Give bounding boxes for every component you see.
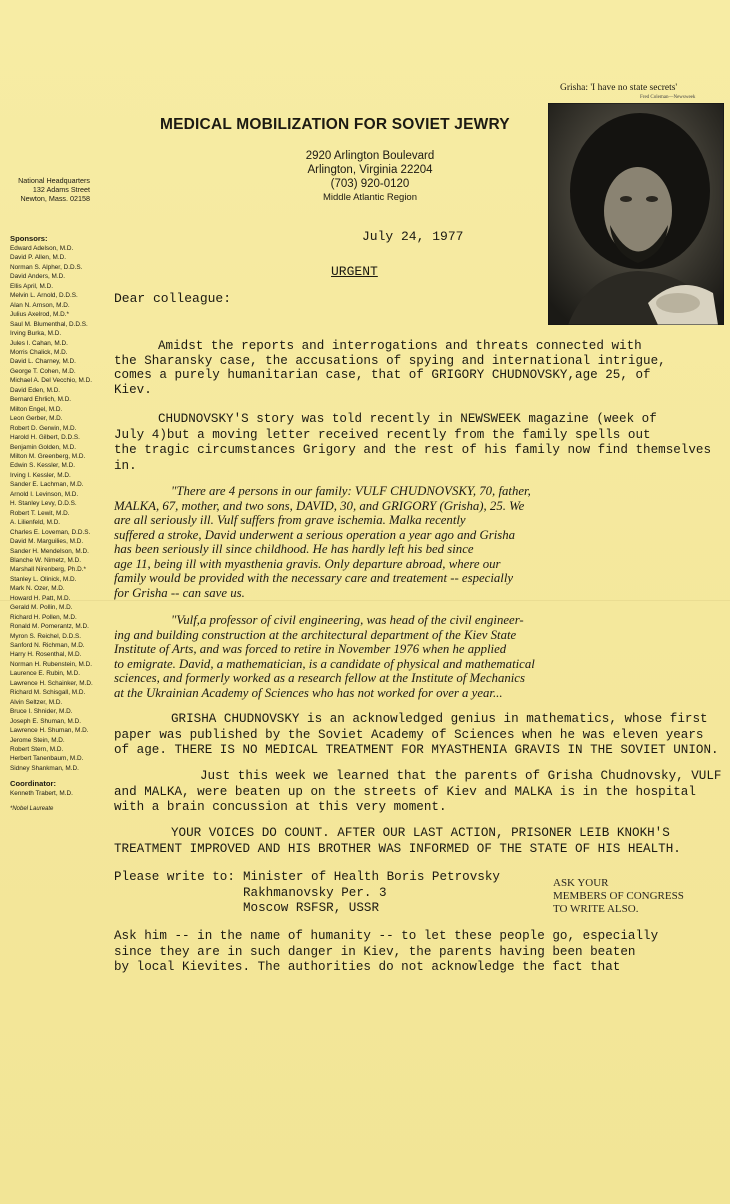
sponsor-name: Richard H. Pollen, M.D. (10, 613, 77, 621)
sponsors-heading: Sponsors: (10, 234, 48, 243)
sponsor-name: Robert Stern, M.D. (10, 746, 64, 754)
handwritten-line: MEMBERS OF CONGRESS (553, 890, 684, 902)
sponsor-name: Ellis April, M.D. (10, 282, 53, 290)
sponsor-name: Norman H. Rubenstein, M.D. (10, 660, 93, 668)
text-line: are all seriously ill. Vulf suffers from grave ischemia. Malka recently (114, 513, 466, 527)
text-line: Amidst the reports and interrogations and threats connected with (158, 339, 642, 353)
sponsor-name: Sanford N. Richman, M.D. (10, 642, 85, 650)
sponsor-name: Sander E. Lachman, M.D. (10, 481, 84, 489)
text-line: at the Ukrainian Academy of Sciences who has not worked for over a year... (114, 685, 503, 700)
text-line: in. (114, 458, 137, 473)
sponsor-name: Lawrence H. Schainker, M.D. (10, 679, 93, 687)
handwritten-note (553, 877, 684, 916)
sponsor-name: H. Stanley Levy, D.D.S. (10, 500, 77, 508)
photo-credit: Fred Coleman—Newsweek (640, 95, 696, 100)
family-quote-2 (114, 613, 535, 700)
text-line: with a brain concussion at this very moment. (114, 800, 447, 814)
sponsor-name: Bernard Ehrlich, M.D. (10, 396, 72, 404)
paragraph-5 (114, 826, 681, 857)
urgent-label: URGENT (331, 264, 378, 279)
sponsors-list (10, 234, 110, 814)
fold-crease (0, 600, 730, 601)
sponsor-name: Leon Gerber, M.D. (10, 415, 63, 423)
text-line: age 11, being ill with myasthenia gravis. Only departure abroad, where our (114, 556, 501, 571)
sponsor-name: Sander H. Mendelson, M.D. (10, 547, 89, 555)
sponsor-name: Michael A. Del Vecchio, M.D. (10, 377, 93, 385)
sponsor-name: David Eden, M.D. (10, 386, 61, 394)
sponsor-name: David Anders, M.D. (10, 273, 66, 281)
text-line: Institute of Arts, and was forced to retire in November 1976 when he applied (114, 642, 507, 656)
text-line: the tragic circumstances Grigory and the rest of his family now find themselves (114, 443, 712, 457)
handwritten-line: TO WRITE ALSO. (553, 903, 639, 915)
text-line: "There are 4 persons in our family: VULF CHUDNOVSKY, 70, father, (171, 484, 531, 498)
recipient-address (243, 870, 500, 917)
sponsor-name: Irving I. Kessler, M.D. (10, 471, 71, 479)
sponsor-name: Alan N. Arnson, M.D. (10, 301, 70, 309)
paragraph-3 (114, 712, 719, 759)
text-line: of age. THERE IS NO MEDICAL TREATMENT FOR MYASTHENIA GRAVIS IN THE SOVIET UNION. (114, 743, 719, 757)
text-line: Ask him -- in the name of humanity -- to let these people go, especially (114, 929, 659, 943)
hq-line: National Headquarters (18, 176, 90, 185)
paragraph-1 (114, 339, 666, 397)
sponsor-name: Milton Engel, M.D. (10, 405, 63, 413)
text-line: has been seriously ill since childhood. He has hardly left his bed since (114, 542, 474, 556)
sponsor-name: Gerald M. Pollin, M.D. (10, 604, 73, 612)
sponsor-name: Bruce I. Shnider, M.D. (10, 708, 73, 716)
text-line: CHUDNOVSKY'S story was told recently in NEWSWEEK magazine (week of (158, 412, 657, 426)
sponsor-name: Harold H. Gilbert, D.D.S. (10, 434, 80, 442)
text-line: sciences, and formerly worked as a research fellow at the Institute of Mechanics (114, 671, 525, 685)
text-line: MALKA, 67, mother, and two sons, DAVID, 30, and GRIGORY (Grisha), 25. We (114, 498, 525, 513)
sponsor-name: Edward Adelson, M.D. (10, 245, 74, 252)
text-line: GRISHA CHUDNOVSKY is an acknowledged genius in mathematics, whose first (171, 712, 708, 726)
headquarters-address (6, 176, 90, 203)
letterhead-region: Middle Atlantic Region (323, 192, 417, 203)
recipient-line: Minister of Health Boris Petrovsky (243, 870, 500, 884)
sponsor-name: Myron S. Reichel, D.D.S. (10, 632, 82, 640)
text-line: family would be provided with the necessary care and treatement -- especially (114, 571, 514, 585)
sponsor-name: Arnold I. Levinson, M.D. (10, 490, 79, 498)
portrait-photo-graphic (548, 103, 724, 325)
sponsor-name: Charles E. Loveman, D.D.S. (10, 528, 91, 536)
text-line: by local Kievites. The authorities do not acknowledge the fact that (114, 960, 621, 974)
family-quote-1 (114, 484, 531, 600)
text-line: and MALKA, were beaten up on the streets of Kiev and MALKA is in the hospital (114, 784, 696, 799)
text-line: since they are in such danger in Kiev, the parents having been beaten (114, 944, 636, 959)
sponsor-name: David M. Marguilies, M.D. (10, 538, 84, 546)
sponsor-name: Jules I. Cahan, M.D. (10, 339, 68, 347)
salutation: Dear colleague: (114, 291, 232, 306)
sponsor-name: Saul M. Blumenthal, D.D.S. (10, 320, 88, 328)
sponsor-name: Stanley L. Olinick, M.D. (10, 575, 77, 583)
sponsor-name: Jerome Stein, M.D. (10, 736, 65, 744)
letterhead-title: MEDICAL MOBILIZATION FOR SOVIET JEWRY (160, 116, 510, 133)
recipient-line: Moscow RSFSR, USSR (243, 901, 380, 915)
sponsor-name: Alvin Seltzer, M.D. (10, 698, 63, 706)
sponsor-name: Richard M. Schisgall, M.D. (10, 689, 86, 697)
sponsor-name: Herbert Tanenbaum, M.D. (10, 755, 84, 763)
text-line: Just this week we learned that the parents of Grisha Chudnovsky, VULF (200, 769, 722, 783)
letterhead-address-line: 2920 Arlington Boulevard (305, 150, 435, 162)
letterhead-address-line: Arlington, Virginia 22204 (307, 164, 433, 176)
text-line: the Sharansky case, the accusations of spying and international intrigue, (114, 353, 666, 368)
sponsor-name: Milton M. Greenberg, M.D. (10, 452, 86, 460)
sponsor-name: A. Lilienfeld, M.D. (10, 519, 61, 527)
coordinator-heading: Coordinator: (10, 779, 56, 789)
sponsor-name: Robert D. Gerwin, M.D. (10, 424, 77, 432)
text-line: July 4)but a moving letter received recently from the family spells out (114, 427, 651, 442)
text-line: ing and building construction at the architectural department of the Kiev State (114, 627, 517, 642)
hq-line: Newton, Mass. 02158 (20, 194, 90, 203)
sponsor-name: Howard H. Patt, M.D. (10, 594, 71, 602)
recipient-line: Rakhmanovsky Per. 3 (243, 885, 387, 900)
sponsor-name: David L. Charney, M.D. (10, 358, 76, 366)
handwritten-line: ASK YOUR (553, 877, 609, 889)
sponsor-name: Julius Axelrod, M.D.* (10, 311, 69, 319)
sponsor-names (10, 244, 110, 773)
sponsor-name: Robert T. Lewit, M.D. (10, 509, 70, 517)
hq-line: 132 Adams Street (32, 185, 90, 194)
text-line: YOUR VOICES DO COUNT. AFTER OUR LAST ACTION, PRISONER LEIB KNOKH'S (171, 826, 670, 840)
sponsor-name: Irving Burka, M.D. (10, 330, 62, 338)
text-line: comes a purely humanitarian case, that of GRIGORY CHUDNOVSKY,age 25, of (114, 368, 651, 382)
sponsor-name: Benjamin Golden, M.D. (10, 443, 77, 451)
sponsor-name: Morris Chalick, M.D. (10, 348, 68, 356)
nobel-footnote: *Nobel Laureate (10, 805, 54, 812)
text-line: "Vulf,a professor of civil engineering, was head of the civil engineer- (171, 613, 524, 627)
sponsor-name: Marshall Nirenberg, Ph.D.* (10, 566, 87, 574)
text-line: Kiev. (114, 382, 152, 397)
sponsor-name: Lawrence H. Shuman, M.D. (10, 727, 89, 735)
text-line: to emigrate. David, a mathematician, is a candidate of physical and mathematical (114, 656, 535, 671)
sponsor-name: George T. Cohen, M.D. (10, 367, 76, 375)
sponsor-name: Joseph E. Shuman, M.D. (10, 717, 82, 725)
letter-date: July 24, 1977 (362, 229, 464, 244)
text-line: paper was published by the Soviet Academy of Sciences when he was eleven years (114, 727, 704, 742)
letterhead-phone: (703) 920-0120 (330, 178, 410, 190)
sponsor-name: Edwin S. Kessler, M.D. (10, 462, 75, 470)
sponsor-name: Harry H. Rosenthal, M.D. (10, 651, 82, 659)
coordinator-name: Kenneth Trabert, M.D. (10, 790, 73, 798)
sponsor-name: Norman S. Alpher, D.D.S. (10, 263, 83, 271)
sponsor-name: Mark N. Ozer, M.D. (10, 585, 65, 593)
text-line: TREATMENT IMPROVED AND HIS BROTHER WAS INFORMED OF THE STATE OF HIS HEALTH. (114, 841, 681, 856)
sponsor-name: David P. Allen, M.D. (10, 254, 67, 262)
paragraph-4 (114, 769, 721, 816)
text-line: suffered a stroke, David underwent a serious operation a year ago and Grisha (114, 527, 516, 542)
text-line: for Grisha -- can save us. (114, 585, 245, 600)
sponsor-name: Melvin L. Arnold, D.D.S. (10, 292, 78, 300)
sponsor-name: Ronald M. Pomerantz, M.D. (10, 623, 89, 631)
paragraph-2 (114, 412, 711, 474)
portrait-photo (548, 103, 724, 325)
photo-caption: Grisha: 'I have no state secrets' (560, 83, 678, 93)
sponsor-name: Laurence E. Rubin, M.D. (10, 670, 80, 678)
sponsor-name: Blanche W. Nimetz, M.D. (10, 556, 82, 564)
sponsor-name: Sidney Shankman, M.D. (10, 764, 79, 772)
paragraph-6 (114, 929, 658, 976)
write-to-label: Please write to: (114, 870, 235, 884)
